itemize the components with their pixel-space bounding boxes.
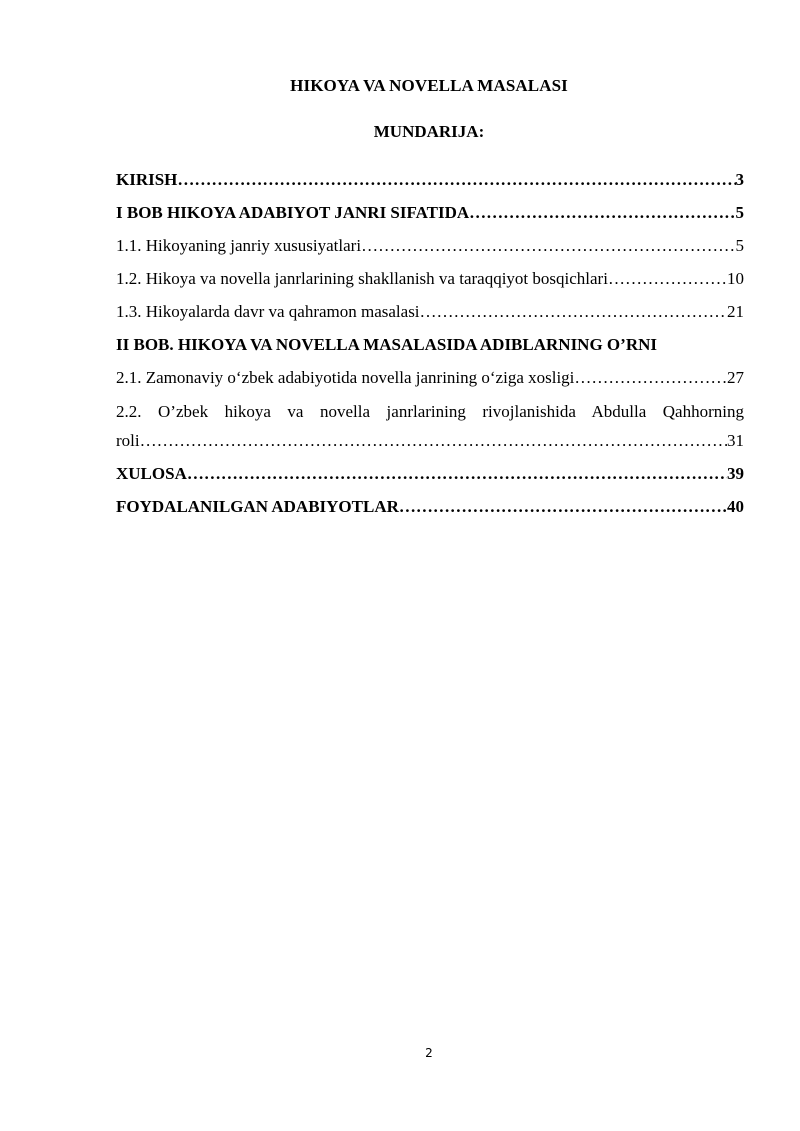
page-number: 2: [425, 1046, 433, 1060]
toc-entry-label: 2.1. Zamonaviy o‘zbek adabiyotida novella janrining o‘ziga xosligi: [116, 368, 575, 387]
dot-leader: [574, 364, 727, 392]
toc-entry-label: II BOB. HIKOYA VA NOVELLA MASALASIDA ADIBLARNING O’RNI: [116, 335, 657, 354]
toc-entry-label: XULOSA: [116, 464, 187, 483]
dot-leader: [361, 232, 735, 260]
toc-entry-page: 5: [735, 203, 744, 222]
toc-entry-1-1[interactable]: [116, 232, 744, 265]
dot-leader: [469, 199, 735, 227]
toc-entry-page: 10: [727, 269, 744, 288]
toc-entry-page: 40: [727, 497, 744, 516]
toc-entry-label: 1.1. Hikoyaning janriy xususiyatlari: [116, 236, 362, 255]
dot-leader: [140, 427, 727, 455]
toc-heading: MUNDARIJA:: [373, 122, 485, 141]
document-title: HIKOYA VA NOVELLA MASALASI: [290, 76, 568, 95]
toc-entry-page: 5: [735, 236, 744, 255]
table-of-contents: [116, 166, 744, 526]
toc-entry-label-continued: roli: [116, 431, 140, 450]
dot-leader: [399, 493, 727, 521]
toc-entry-page: 39: [727, 464, 744, 483]
dot-leader: [608, 265, 727, 293]
toc-entry-references[interactable]: [116, 493, 744, 526]
toc-entry-page: 21: [727, 302, 744, 321]
toc-entry-label: I BOB HIKOYA ADABIYOT JANRI SIFATIDA: [116, 203, 470, 222]
toc-entry-2-1[interactable]: [116, 364, 744, 397]
toc-entry-1-2[interactable]: [116, 265, 744, 298]
toc-entry-kirish[interactable]: [116, 166, 744, 199]
toc-entry-label: FOYDALANILGAN ADABIYOTLAR: [116, 497, 399, 516]
toc-entry-label: KIRISH: [116, 170, 178, 189]
toc-entry-xulosa[interactable]: [116, 460, 744, 493]
toc-entry-1-3[interactable]: [116, 298, 744, 331]
toc-entry-chapter-1[interactable]: [116, 199, 744, 232]
dot-leader: [187, 460, 727, 488]
toc-entry-2-2[interactable]: [116, 397, 744, 460]
toc-entry-page: 27: [727, 368, 744, 387]
toc-entry-continuation: [116, 427, 744, 460]
dot-leader: [420, 298, 727, 326]
toc-entry-page: 31: [727, 431, 744, 450]
dot-leader: [177, 166, 735, 194]
toc-entry-page: 3: [735, 170, 744, 189]
toc-entry-label: 1.2. Hikoya va novella janrlarining shakllanish va taraqqiyot bosqichlari: [116, 269, 608, 288]
toc-entry-label: 2.2. O’zbek hikoya va novella janrlarining rivojlanishida Abdulla Qahhorning: [116, 402, 744, 421]
toc-entry-chapter-2[interactable]: [116, 331, 744, 364]
toc-entry-label: 1.3. Hikoyalarda davr va qahramon masalasi: [116, 302, 420, 321]
